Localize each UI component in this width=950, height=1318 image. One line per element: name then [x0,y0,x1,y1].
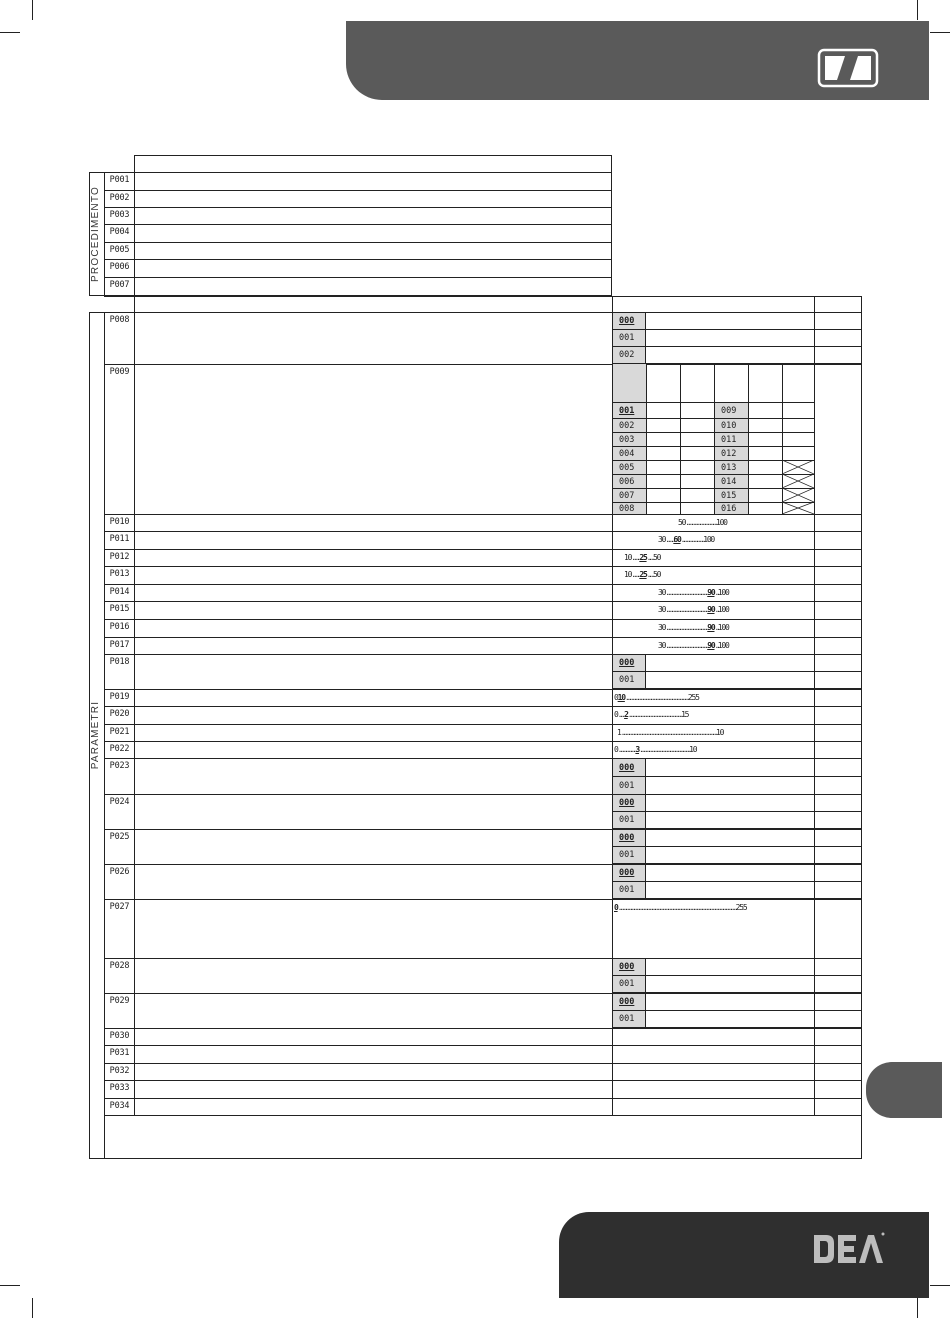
parameter-code: P020 [109,709,130,719]
range-text: 100 [717,623,729,632]
p018-option-001: 001 [612,671,646,689]
table-rule [104,706,862,707]
range-text: 0 [614,710,618,719]
range-text: ..... [665,535,674,544]
crop-mark [930,32,950,33]
p019-range [614,691,699,705]
table-rule [134,296,862,297]
range-text: 10 [624,570,632,579]
parameter-code: P014 [109,587,130,597]
table-rule [104,584,862,585]
table-rule [646,846,862,847]
p009-option-007: 007 [612,488,647,503]
p009-option-013: 013 [714,460,749,475]
table-rule [134,155,612,156]
table-rule [646,363,862,364]
p024-option-001: 001 [612,811,646,829]
p009-option-014: 014 [714,474,749,489]
p009-option-012: 012 [714,446,749,461]
table-rule [104,958,862,959]
p028-option-001: 001 [612,975,646,993]
parameter-code: P012 [109,552,130,562]
range-text: .. [714,623,718,632]
table-rule [646,346,862,347]
p013-range [624,568,660,582]
p023-option-000: 000 [612,758,646,777]
crop-mark [917,1298,918,1318]
table-rule [646,881,862,882]
p029-option-001: 001 [612,1010,646,1028]
crop-mark [0,1285,20,1286]
range-text: .......................... [665,623,708,632]
p012-range [624,551,660,565]
table-rule [104,242,612,243]
p020-range [614,708,688,722]
parameter-code: P029 [109,996,130,1006]
crossed-cell [782,460,814,474]
table-rule [646,1010,862,1011]
table-rule [646,811,862,812]
procedure-code: P004 [109,227,130,237]
table-rule [646,828,862,829]
p008-option-001: 001 [612,329,646,347]
p009-option-011: 011 [714,432,749,447]
table-rule [104,207,612,208]
p009-option-004: 004 [612,446,647,461]
range-text: .......................... [665,605,708,614]
crop-mark [930,1285,950,1286]
p008-option-002: 002 [612,346,646,364]
default-value: 25 [639,553,647,562]
procedure-code: P005 [109,245,130,255]
range-text: .......................... [665,641,708,650]
range-text: 30 [658,641,666,650]
procedure-section-label: PROCEDIMENTO [90,186,101,282]
range-text: ..... [631,553,640,562]
crossed-cell [782,502,814,514]
crossed-cell [782,488,814,502]
range-text: 50 [678,518,686,527]
range-text: ............................... [639,745,690,754]
table-rule [104,1098,862,1099]
table-rule [104,899,862,900]
crop-mark [0,32,20,33]
parameter-code: P023 [109,761,130,771]
table-rule [646,1027,862,1028]
table-rule [646,898,862,899]
table-rule [646,671,862,672]
table-rule [104,601,862,602]
range-text: 15 [681,710,689,719]
parameter-code: P033 [109,1083,130,1093]
parameter-code: P018 [109,657,130,667]
default-value: 90 [707,623,715,632]
range-text: 10 [716,728,724,737]
parameter-code: P030 [109,1031,130,1041]
parameter-code: P009 [109,367,130,377]
p009-option-006: 006 [612,474,647,489]
parameter-code: P021 [109,727,130,737]
parameter-code: P016 [109,622,130,632]
p018-option-000: 000 [612,654,646,672]
range-text: 100 [715,518,727,527]
range-text: 100 [703,535,715,544]
range-text: 255 [735,903,747,912]
range-text: 30 [658,623,666,632]
range-text: .... [646,553,654,562]
table-rule [814,364,815,514]
range-text: ..... [631,570,640,579]
parameter-code: P010 [109,517,130,527]
parameter-code: P011 [109,534,130,544]
default-value: 90 [707,605,715,614]
p009-option-015: 015 [714,488,749,503]
p023-option-001: 001 [612,776,646,795]
table-rule [104,1115,862,1116]
table-rule [646,794,862,795]
default-value: 25 [639,570,647,579]
table-rule [646,688,862,689]
parameter-code: P027 [109,902,130,912]
dea-logo [812,1229,886,1269]
table-rule [104,224,612,225]
table-rule [104,1080,862,1081]
parameter-code: P022 [109,744,130,754]
p028-option-000: 000 [612,958,646,976]
p009-option-002: 002 [612,418,647,433]
default-value: 90 [707,641,715,650]
table-rule [134,155,135,296]
p025-option-001: 001 [612,846,646,864]
table-rule [104,1045,862,1046]
parameter-code: P026 [109,867,130,877]
default-value: 3 [635,745,640,754]
table-rule [104,1028,862,1029]
table-rule [104,829,862,830]
p021-range [617,726,723,740]
range-text: 100 [717,641,729,650]
p009-option-009: 009 [714,402,749,419]
range-text: ........................................................... [620,728,716,737]
p022-range [614,743,696,757]
parameter-code: P025 [109,832,130,842]
parameter-code: P032 [109,1066,130,1076]
parameter-code: P031 [109,1048,130,1058]
range-text: 10 [624,553,632,562]
table-rule [104,654,862,655]
p017-range [658,639,729,653]
range-text: .. [714,588,718,597]
range-text: ......................................................................... [617,903,736,912]
default-value: 60 [673,535,681,544]
range-text: 0 [614,745,618,754]
procedure-code: P006 [109,262,130,272]
range-text: .... [617,710,625,719]
default-value: 2 [624,710,628,719]
p016-range [658,621,729,635]
table-rule [104,689,862,690]
procedure-code: P007 [109,280,130,290]
range-text: 30 [658,535,666,544]
default-value: 10 [617,693,625,702]
parameter-code: P013 [109,569,130,579]
default-value: 90 [707,588,715,597]
p009-option-003: 003 [612,432,647,447]
table-rule [104,758,862,759]
procedure-code: P002 [109,193,130,203]
table-rule [104,993,862,994]
p026-option-000: 000 [612,864,646,882]
table-rule [646,329,862,330]
p008-option-000: 000 [612,312,646,330]
crop-mark [32,0,33,20]
table-rule [104,619,862,620]
p015-range [658,603,729,617]
p009-option-005: 005 [612,460,647,475]
table-rule [104,724,862,725]
p009-header-cell [612,364,646,402]
parameter-code: P008 [109,315,130,325]
p009-option-008: 008 [612,502,647,515]
range-text: ....................................... [624,693,688,702]
table-rule [104,566,862,567]
table-rule [680,364,681,514]
p027-range [614,901,746,915]
range-text: 255 [687,693,699,702]
range-text: ........... [617,745,636,754]
table-rule [104,277,612,278]
table-rule [646,776,862,777]
table-rule [104,864,862,865]
default-value: 0 [614,903,618,912]
p011-range [658,533,714,547]
range-text: .......................... [665,588,708,597]
brand-logo-mark [817,48,879,88]
range-text: 30 [658,605,666,614]
range-text: 100 [717,588,729,597]
p014-range [658,586,729,600]
table-rule [104,531,862,532]
table-rule [89,1158,862,1159]
parameter-code: P034 [109,1101,130,1111]
parameters-section-label: PARAMETRI [90,700,101,770]
p010-range [678,516,727,530]
range-text: 0 [614,693,618,702]
range-text: ................................. [627,710,682,719]
range-text: 100 [717,605,729,614]
range-text: .............. [680,535,704,544]
procedure-code: P003 [109,210,130,220]
table-rule [104,741,862,742]
table-rule [89,312,862,313]
crop-mark [917,0,918,20]
page-side-tab [866,1062,942,1118]
table-rule [104,637,862,638]
range-text: .. [714,605,718,614]
table-rule [104,1063,862,1064]
table-rule [104,190,612,191]
p009-option-016: 016 [714,502,749,515]
p009-option-001: 001 [612,402,647,419]
table-rule [104,549,862,550]
parameter-code: P019 [109,692,130,702]
crop-mark [32,1298,33,1318]
table-rule [89,172,612,173]
range-text: .... [646,570,654,579]
parameter-code: P017 [109,640,130,650]
procedure-table [89,155,612,296]
range-text: ................... [685,518,716,527]
range-text: 10 [689,745,697,754]
range-text: 50 [653,553,661,562]
p024-option-000: 000 [612,794,646,812]
range-text: 50 [653,570,661,579]
table-rule [646,863,862,864]
table-rule [104,259,612,260]
table-rule [646,975,862,976]
procedure-code: P001 [109,175,130,185]
parameter-code: P024 [109,797,130,807]
p026-option-001: 001 [612,881,646,899]
parameter-code: P028 [109,961,130,971]
range-text: 30 [658,588,666,597]
table-rule [646,992,862,993]
p025-option-000: 000 [612,829,646,847]
range-text: .. [714,641,718,650]
range-text: 1 [617,728,621,737]
p009-option-010: 010 [714,418,749,433]
p029-option-000: 000 [612,993,646,1011]
crossed-cell [782,474,814,488]
parameter-code: P015 [109,604,130,614]
